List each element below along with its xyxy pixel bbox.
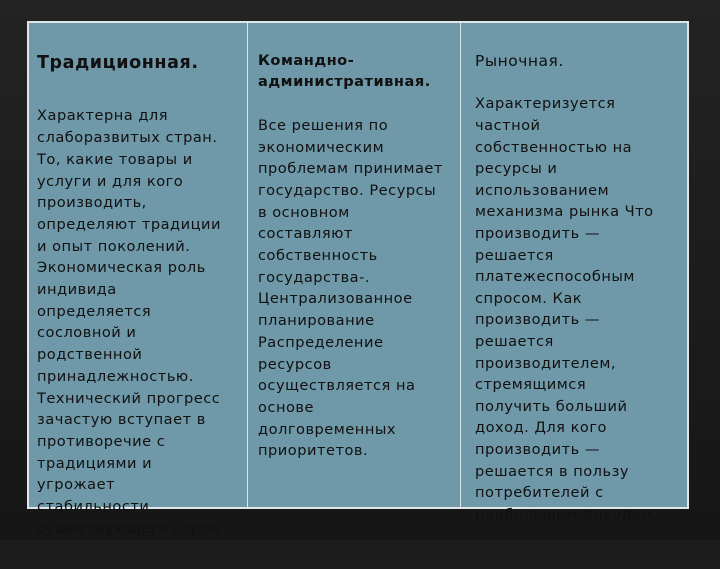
column-heading-traditional: Традиционная.	[37, 52, 199, 73]
column-text-traditional: Характерна для слаборазвитых стран. То, какие товары и услуги и для кого производить, определяют традиции и опыт поколений. Экономическая роль индивида определяется сословной и родственной принадлежностью. Технический прогресс зачастую вступает в противоречие с традициями и угрожает стабильности существующего строя.	[37, 107, 225, 537]
economic-systems-table	[27, 21, 689, 545]
column-heading-command: Командно- административная.	[258, 51, 431, 91]
column-command	[247, 23, 460, 507]
column-market	[460, 23, 689, 545]
column-text-command: Все решения по экономическим проблемам принимает государство. Ресурсы в основном составляют собственность государства-. Централизованное планирование Распределение ресурсов осуществляется на основе долговременных приоритетов.	[258, 116, 443, 460]
column-traditional	[29, 23, 247, 537]
column-heading-market: Рыночная.	[475, 51, 564, 70]
column-text-market: Характеризуется частной собственностью на ресурсы и использованием механизма рынка Что производить — решается платежеспособным спросом. Как производить — решается производителем, стремящимся получить больший доход. Для кого производить — решается в пользу потребителей с наибольшим доходом. -	[475, 95, 659, 545]
